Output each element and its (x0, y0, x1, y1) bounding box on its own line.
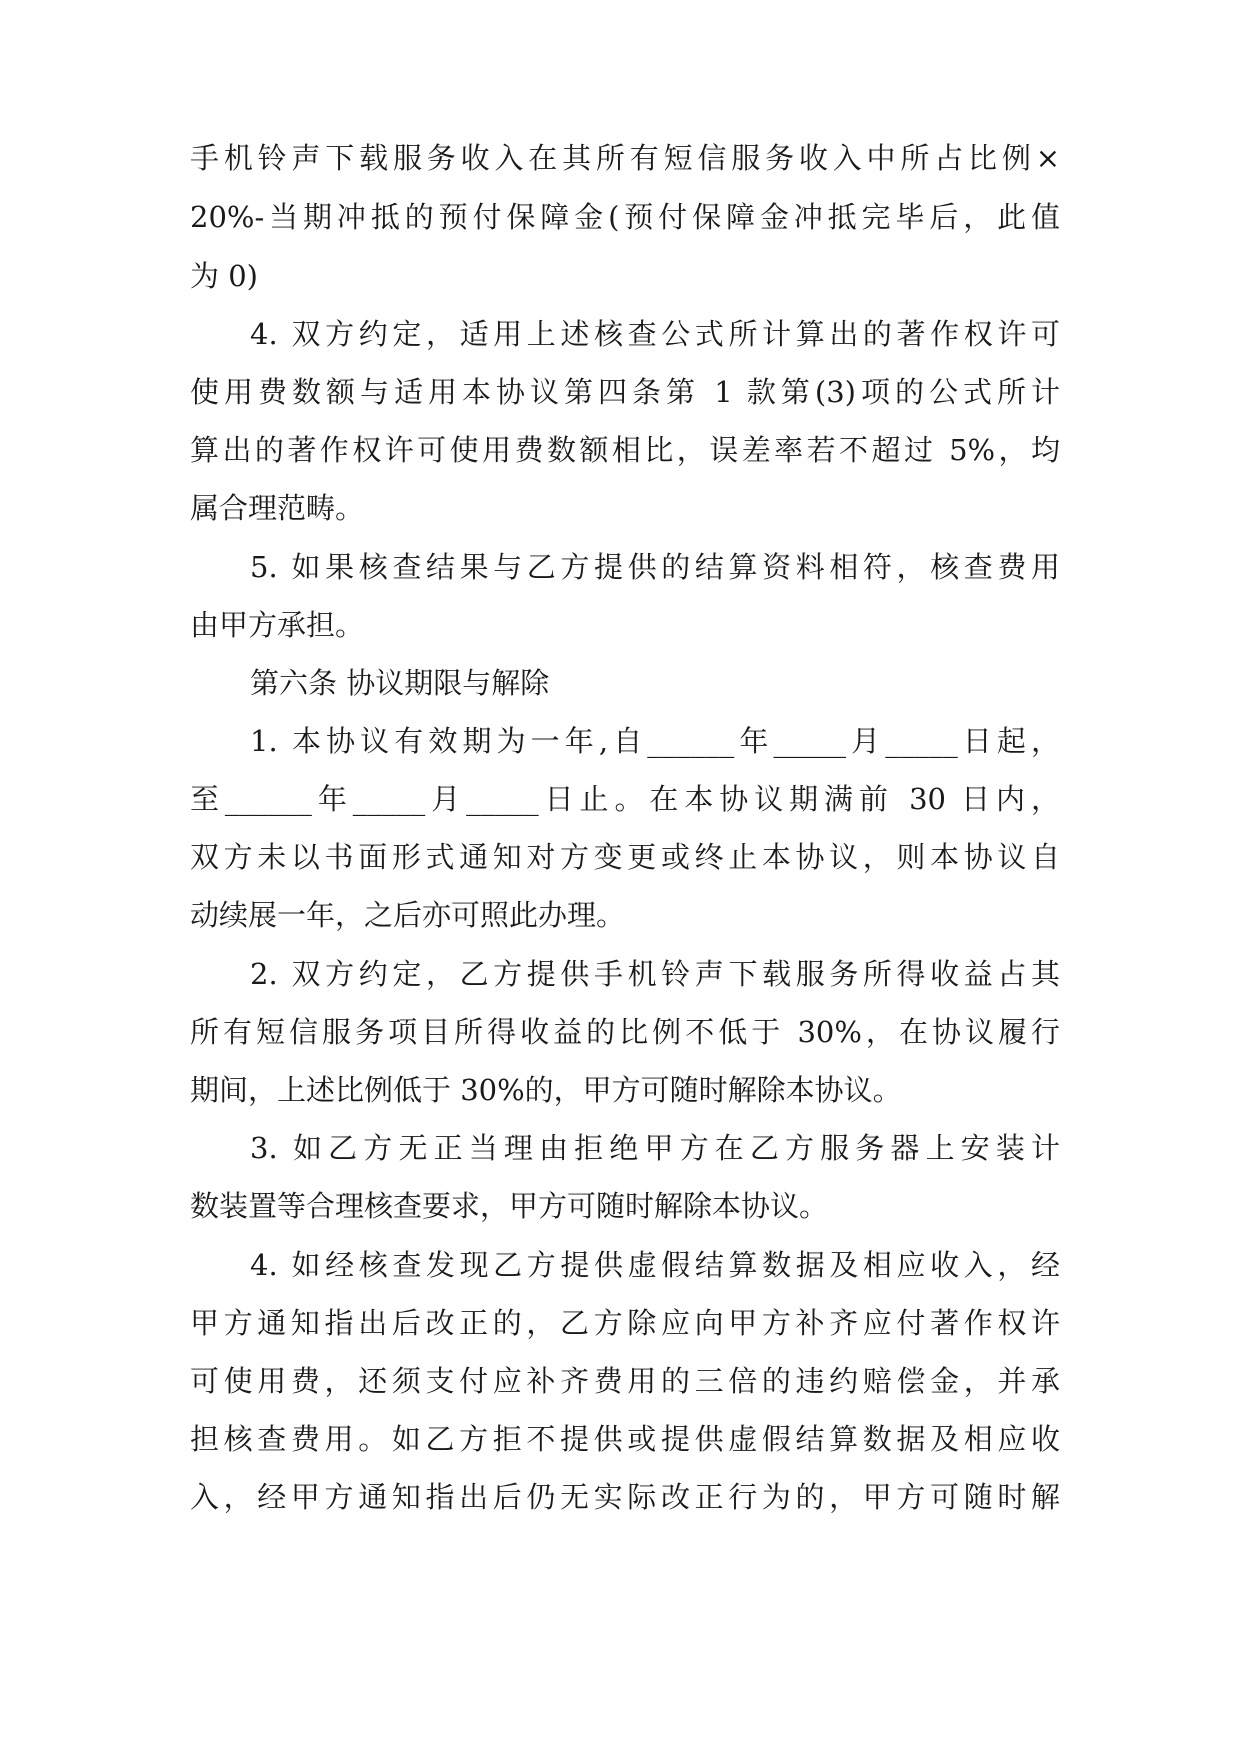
text-line: 第六条 协议期限与解除 (250, 666, 550, 700)
text-line: 所有短信服务项目所得收益的比例不低于 30%，在协议履行 (190, 1015, 1060, 1049)
text-line: 入，经甲方通知指出后仍无实际改正行为的，甲方可随时解 (190, 1480, 1060, 1514)
text-line: 使用费数额与适用本协议第四条第 1 款第(3)项的公式所计 (190, 375, 1060, 409)
text-line: 算出的著作权许可使用费数额相比，误差率若不超过 5%，均 (190, 433, 1060, 467)
text-line: 期间，上述比例低于 30%的，甲方可随时解除本协议。 (190, 1073, 902, 1107)
text-line: 手机铃声下载服务收入在其所有短信服务收入中所占比例× (190, 141, 1060, 175)
text-line: 双方未以书面形式通知对方变更或终止本协议，则本协议自 (190, 840, 1060, 874)
text-line: 担核查费用。如乙方拒不提供或提供虚假结算数据及相应收 (190, 1422, 1060, 1456)
text-line: 为 0) (190, 259, 258, 293)
text-line: 至______年_____月_____日止。在本协议期满前 30 日内， (190, 782, 1060, 816)
text-line: 5. 如果核查结果与乙方提供的结算资料相符，核查费用 (250, 550, 1060, 584)
text-line: 属合理范畴。 (190, 491, 365, 525)
text-line: 20%-当期冲抵的预付保障金(预付保障金冲抵完毕后，此值 (190, 200, 1060, 234)
text-line: 甲方通知指出后改正的，乙方除应向甲方补齐应付著作权许 (190, 1306, 1060, 1340)
text-line: 由甲方承担。 (190, 608, 365, 642)
text-line: 3. 如乙方无正当理由拒绝甲方在乙方服务器上安装计 (250, 1131, 1060, 1165)
text-line: 4. 如经核查发现乙方提供虚假结算数据及相应收入，经 (250, 1248, 1060, 1282)
text-line: 动续展一年，之后亦可照此办理。 (190, 898, 626, 932)
text-line: 可使用费，还须支付应补齐费用的三倍的违约赔偿金，并承 (190, 1364, 1060, 1398)
text-line: 2. 双方约定，乙方提供手机铃声下载服务所得收益占其 (250, 957, 1060, 991)
text-line: 数装置等合理核查要求，甲方可随时解除本协议。 (190, 1189, 829, 1223)
text-line: 4. 双方约定，适用上述核查公式所计算出的著作权许可 (250, 317, 1060, 351)
text-line: 1. 本协议有效期为一年,自______年_____月_____日起， (250, 724, 1060, 758)
